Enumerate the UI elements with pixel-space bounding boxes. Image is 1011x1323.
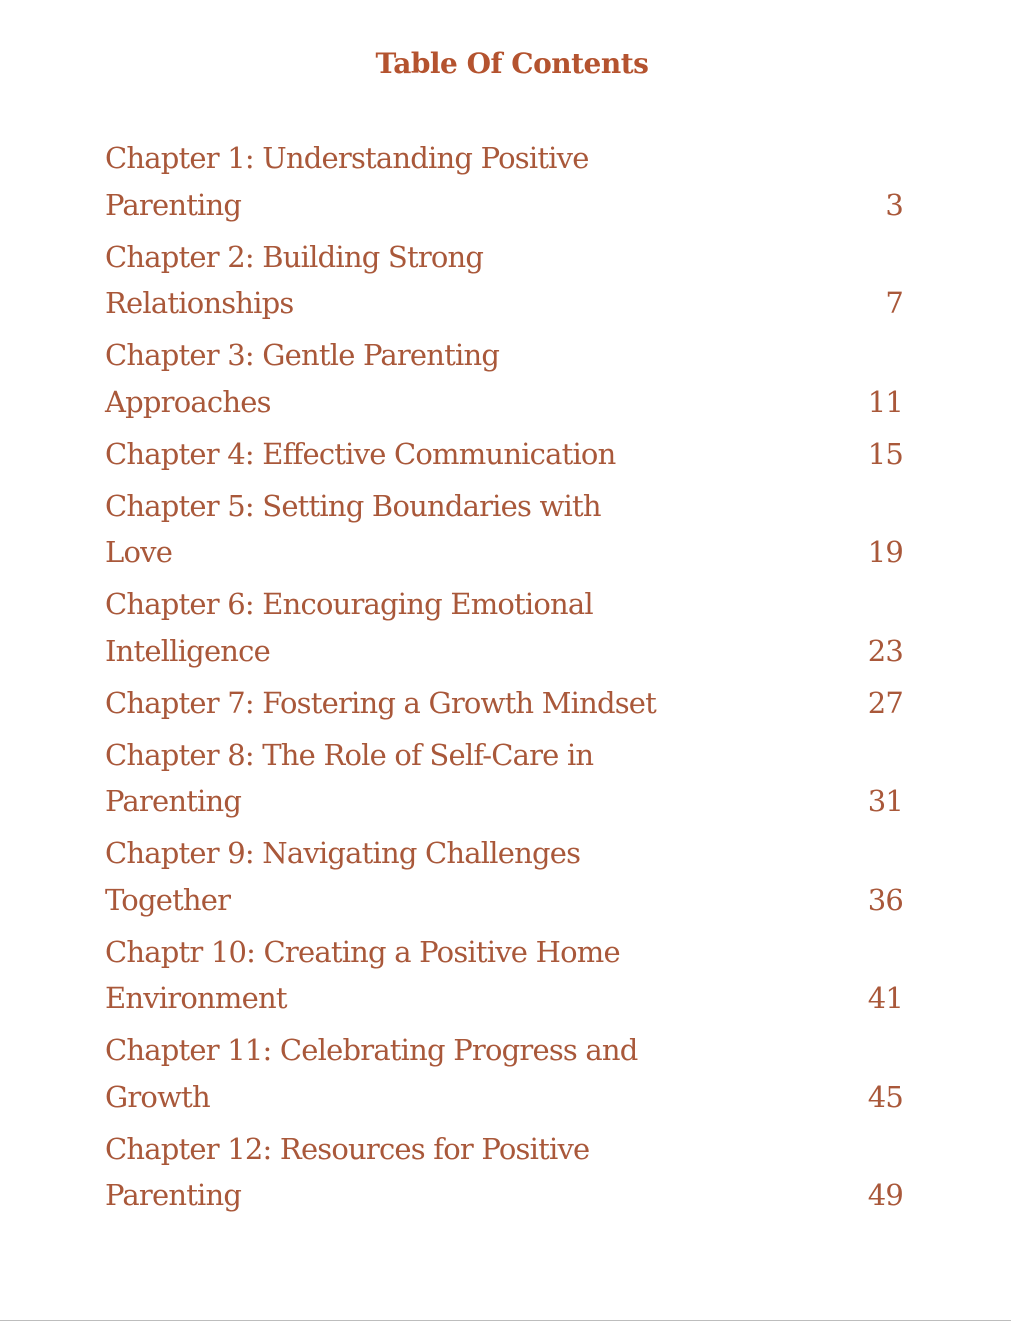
toc-entry-chapter-7[interactable] — [105, 680, 903, 727]
toc-entry-chapter-10[interactable] — [105, 929, 903, 1022]
page-title: Table Of Contents — [375, 47, 649, 80]
toc-entry-chapter-1[interactable] — [105, 135, 903, 228]
toc-entry-page-number: 3 — [885, 187, 903, 222]
toc-entry-page-number: 31 — [867, 784, 903, 818]
toc-entry-chapter-12[interactable] — [105, 1126, 903, 1219]
toc-entry-chapter-2[interactable] — [105, 234, 903, 327]
toc-entry-title: Chapter 6: Encouraging Emotional Intelligence — [105, 587, 593, 668]
toc-entry-page-number: 45 — [867, 1079, 903, 1114]
toc-entry-title: Chapter 9: Navigating Challenges Together — [105, 836, 581, 917]
bottom-divider — [0, 1320, 1011, 1321]
toc-entry-title: Chapter 3: Gentle Parenting Approaches — [105, 338, 500, 419]
toc-entry-page-number: 11 — [867, 384, 903, 419]
toc-entry-title: Chapter 11: Celebrating Progress and Growth — [105, 1033, 638, 1114]
toc-entry-page-number: 27 — [867, 685, 903, 720]
toc-entry-chapter-4[interactable] — [105, 431, 903, 478]
toc-entry-page-number: 19 — [867, 535, 903, 569]
toc-entry-chapter-6[interactable] — [105, 581, 903, 674]
toc-entry-title: Chapter 4: Effective Communication — [105, 436, 616, 471]
toc-entry-chapter-11[interactable] — [105, 1027, 903, 1120]
toc-entry-title: Chapter 7: Fostering a Growth Mindset — [105, 685, 657, 720]
toc-entry-title: Chapter 5: Setting Boundaries with Love — [105, 488, 601, 569]
toc-entry-page-number: 41 — [867, 981, 903, 1015]
toc-entry-title: Chapter 8: The Role of Self-Care in Parenting — [105, 737, 594, 818]
toc-entry-chapter-3[interactable] — [105, 332, 903, 425]
toc-entry-page-number: 7 — [885, 286, 903, 320]
toc-entry-chapter-5[interactable] — [105, 483, 903, 576]
table-of-contents — [105, 135, 903, 1224]
toc-entry-chapter-8[interactable] — [105, 732, 903, 825]
toc-entry-chapter-9[interactable] — [105, 830, 903, 923]
toc-entry-page-number: 36 — [867, 882, 903, 917]
toc-entry-title: Chapter 12: Resources for Positive Parenting — [105, 1131, 590, 1212]
toc-entry-title: Chaptr 10: Creating a Positive Home Environment — [105, 934, 620, 1015]
toc-entry-title: Chapter 1: Understanding Positive Parenting — [105, 141, 589, 222]
toc-entry-title: Chapter 2: Building Strong Relationships — [105, 239, 484, 320]
toc-entry-page-number: 23 — [867, 633, 903, 668]
toc-entry-page-number: 15 — [867, 436, 903, 471]
toc-entry-page-number: 49 — [867, 1178, 903, 1212]
